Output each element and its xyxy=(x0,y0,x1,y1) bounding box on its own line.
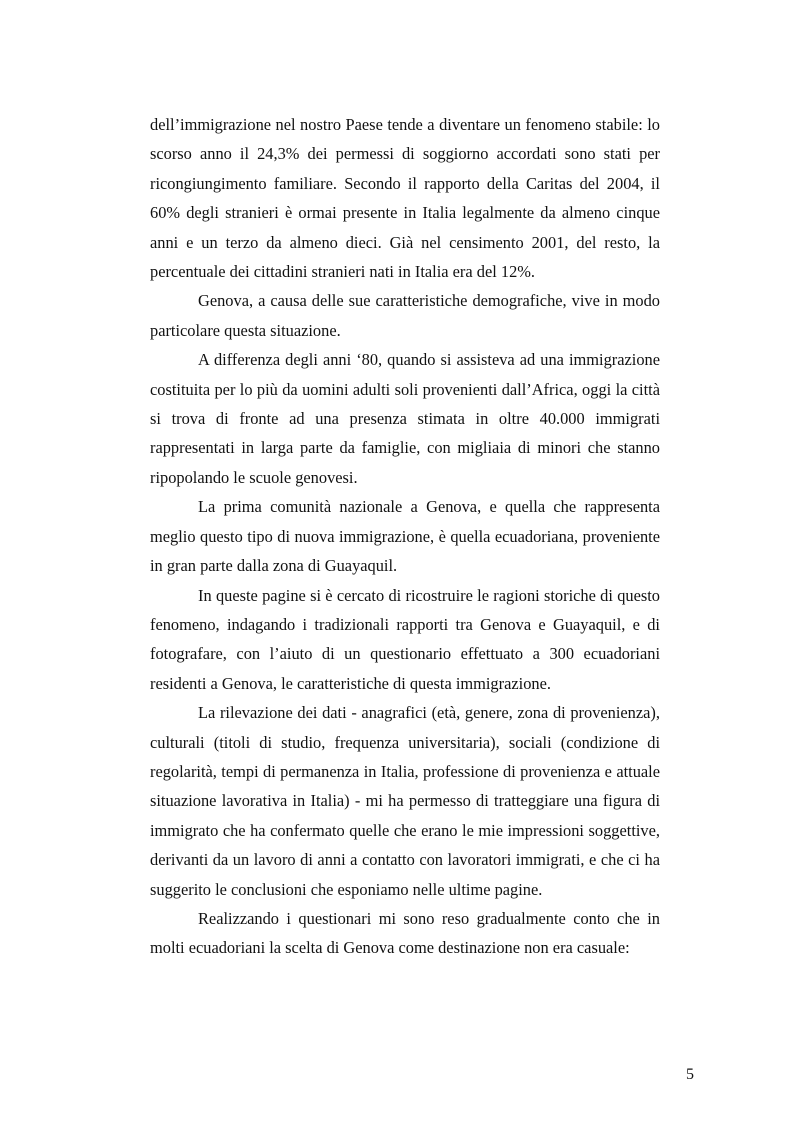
paragraph-anni-80: A differenza degli anni ‘80, quando si assisteva ad una immigrazione costituita per lo più da uomini adulti soli provenienti dall’Africa, oggi la città si trova di fronte ad una presenza stimata in oltre 40.000 immigrati rappresentati in larga parte da famiglie, con migliaia di minori che stanno ripopolando le scuole genovesi. xyxy=(150,350,660,487)
paragraph-genova: Genova, a causa delle sue caratteristiche demografiche, vive in modo particolare questa situazione. xyxy=(150,291,660,340)
paragraph-questionari: Realizzando i questionari mi sono reso gradualmente conto che in molti ecuadoriani la scelta di Genova come destinazione non era casuale: xyxy=(150,908,660,958)
paragraph-rilevazione-dati: La rilevazione dei dati - anagrafici (età, genere, zona di provenienza), culturali (titoli di studio, frequenza universitaria), sociali (condizione di regolarità, tempi di permanenza in Italia, professione di provenienza e attuale situazione lavorativa in Italia) - mi ha permesso di tratteggiare una figura di immigrato che ha confermato quelle che erano le mie impressioni soggettive, derivanti da un lavoro di anni a contatto con lavoratori immigrati, e che ci ha suggerito le conclusioni che esponiamo nelle ultime pagine. xyxy=(150,703,660,899)
page-body xyxy=(150,110,660,963)
page-number: 5 xyxy=(686,1066,694,1083)
paragraph-ragioni-storiche: In queste pagine si è cercato di ricostruire le ragioni storiche di questo fenomeno, indagando i tradizionali rapporti tra Genova e Guayaquil, e di fotografare, con l’aiuto di un questionario effettuato a 300 ecuadoriani residenti a Genova, le caratteristiche di questa immigrazione. xyxy=(150,585,660,693)
paragraph-continuation: dell’immigrazione nel nostro Paese tende a diventare un fenomeno stabile: lo scorso anno il 24,3% dei permessi di soggiorno accordati sono stati per ricongiungimento familiare. Secondo il rapporto della Caritas del 2004, il 60% degli stranieri è ormai presente in Italia legalmente da almeno cinque anni e un terzo da almeno dieci. Già nel censimento 2001, del resto, la percentuale dei cittadini stranieri nati in Italia era del 12%. xyxy=(150,115,660,282)
paragraph-comunita-ecuadoriana: La prima comunità nazionale a Genova, e quella che rappresenta meglio questo tipo di nuova immigrazione, è quella ecuadoriana, proveniente in gran parte dalla zona di Guayaquil. xyxy=(150,497,660,576)
